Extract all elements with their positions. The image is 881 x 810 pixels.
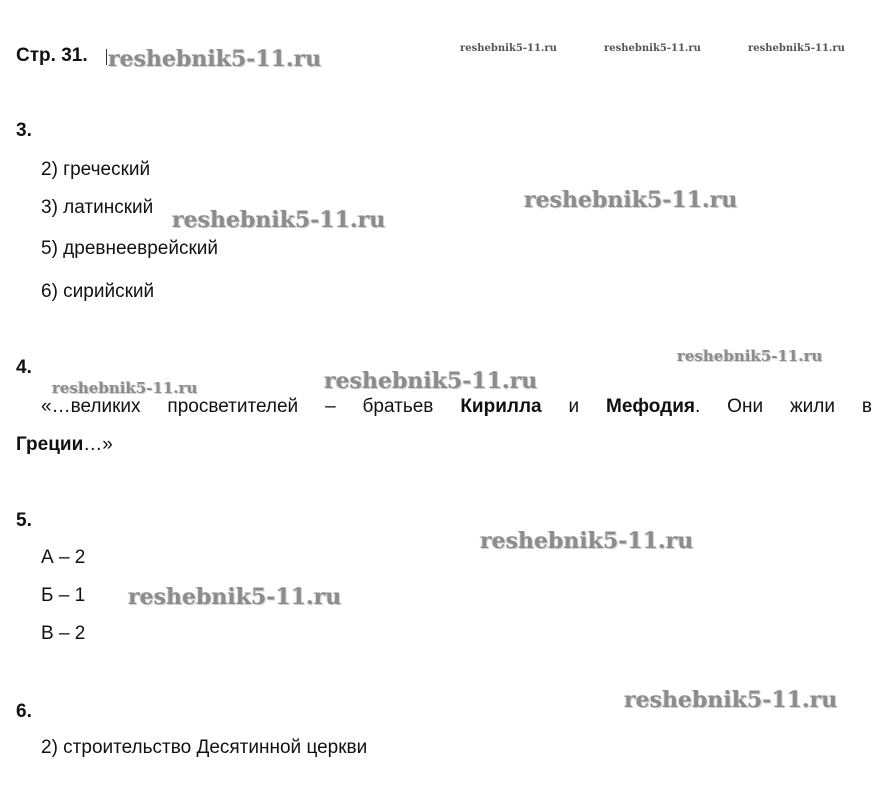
page-number-label: Стр. 31. (16, 45, 88, 66)
section-3-number: 3. (16, 120, 32, 141)
watermark: reshebnik5-11.ru (524, 187, 738, 213)
section-4-quote-line-2 (16, 434, 113, 456)
watermark: reshebnik5-11.ru (604, 43, 701, 54)
section-6-item-1: 2) строительство Десятинной церкви (41, 737, 368, 758)
quote-continuation: . Они жили в (694, 396, 872, 417)
watermark: reshebnik5-11.ru (748, 43, 845, 54)
watermark: reshebnik5-11.ru (52, 379, 198, 397)
country-greece: Греции (16, 434, 84, 455)
watermark: reshebnik5-11.ru (128, 584, 342, 610)
watermark: reshebnik5-11.ru (172, 207, 386, 233)
quote-closing: …» (83, 434, 113, 455)
section-3-item-2: 3) латинский (41, 197, 154, 218)
section-5-item-3: В – 2 (41, 623, 86, 644)
name-mefodiy: Мефодия (606, 396, 695, 417)
text-cursor (106, 49, 107, 65)
section-4-quote-line-1 (41, 396, 872, 418)
watermark: reshebnik5-11.ru (624, 687, 838, 713)
watermark: reshebnik5-11.ru (108, 46, 322, 72)
section-3-item-4: 6) сирийский (41, 281, 155, 302)
name-kirill: Кирилла (460, 396, 542, 417)
watermark: reshebnik5-11.ru (324, 368, 538, 394)
section-3-item-3: 5) древнееврейский (41, 238, 218, 259)
section-3-item-1: 2) греческий (41, 159, 151, 180)
section-5-number: 5. (16, 510, 32, 531)
watermark: reshebnik5-11.ru (460, 43, 557, 54)
section-5-item-2: Б – 1 (41, 585, 86, 606)
quote-opening: «…великих просветителей – братьев (41, 396, 434, 417)
section-5-item-1: А – 2 (41, 547, 86, 568)
section-6-number: 6. (16, 701, 32, 722)
watermark: reshebnik5-11.ru (480, 528, 694, 554)
section-4-number: 4. (16, 357, 32, 378)
watermark: reshebnik5-11.ru (677, 347, 823, 365)
conjunction: и (568, 396, 580, 417)
